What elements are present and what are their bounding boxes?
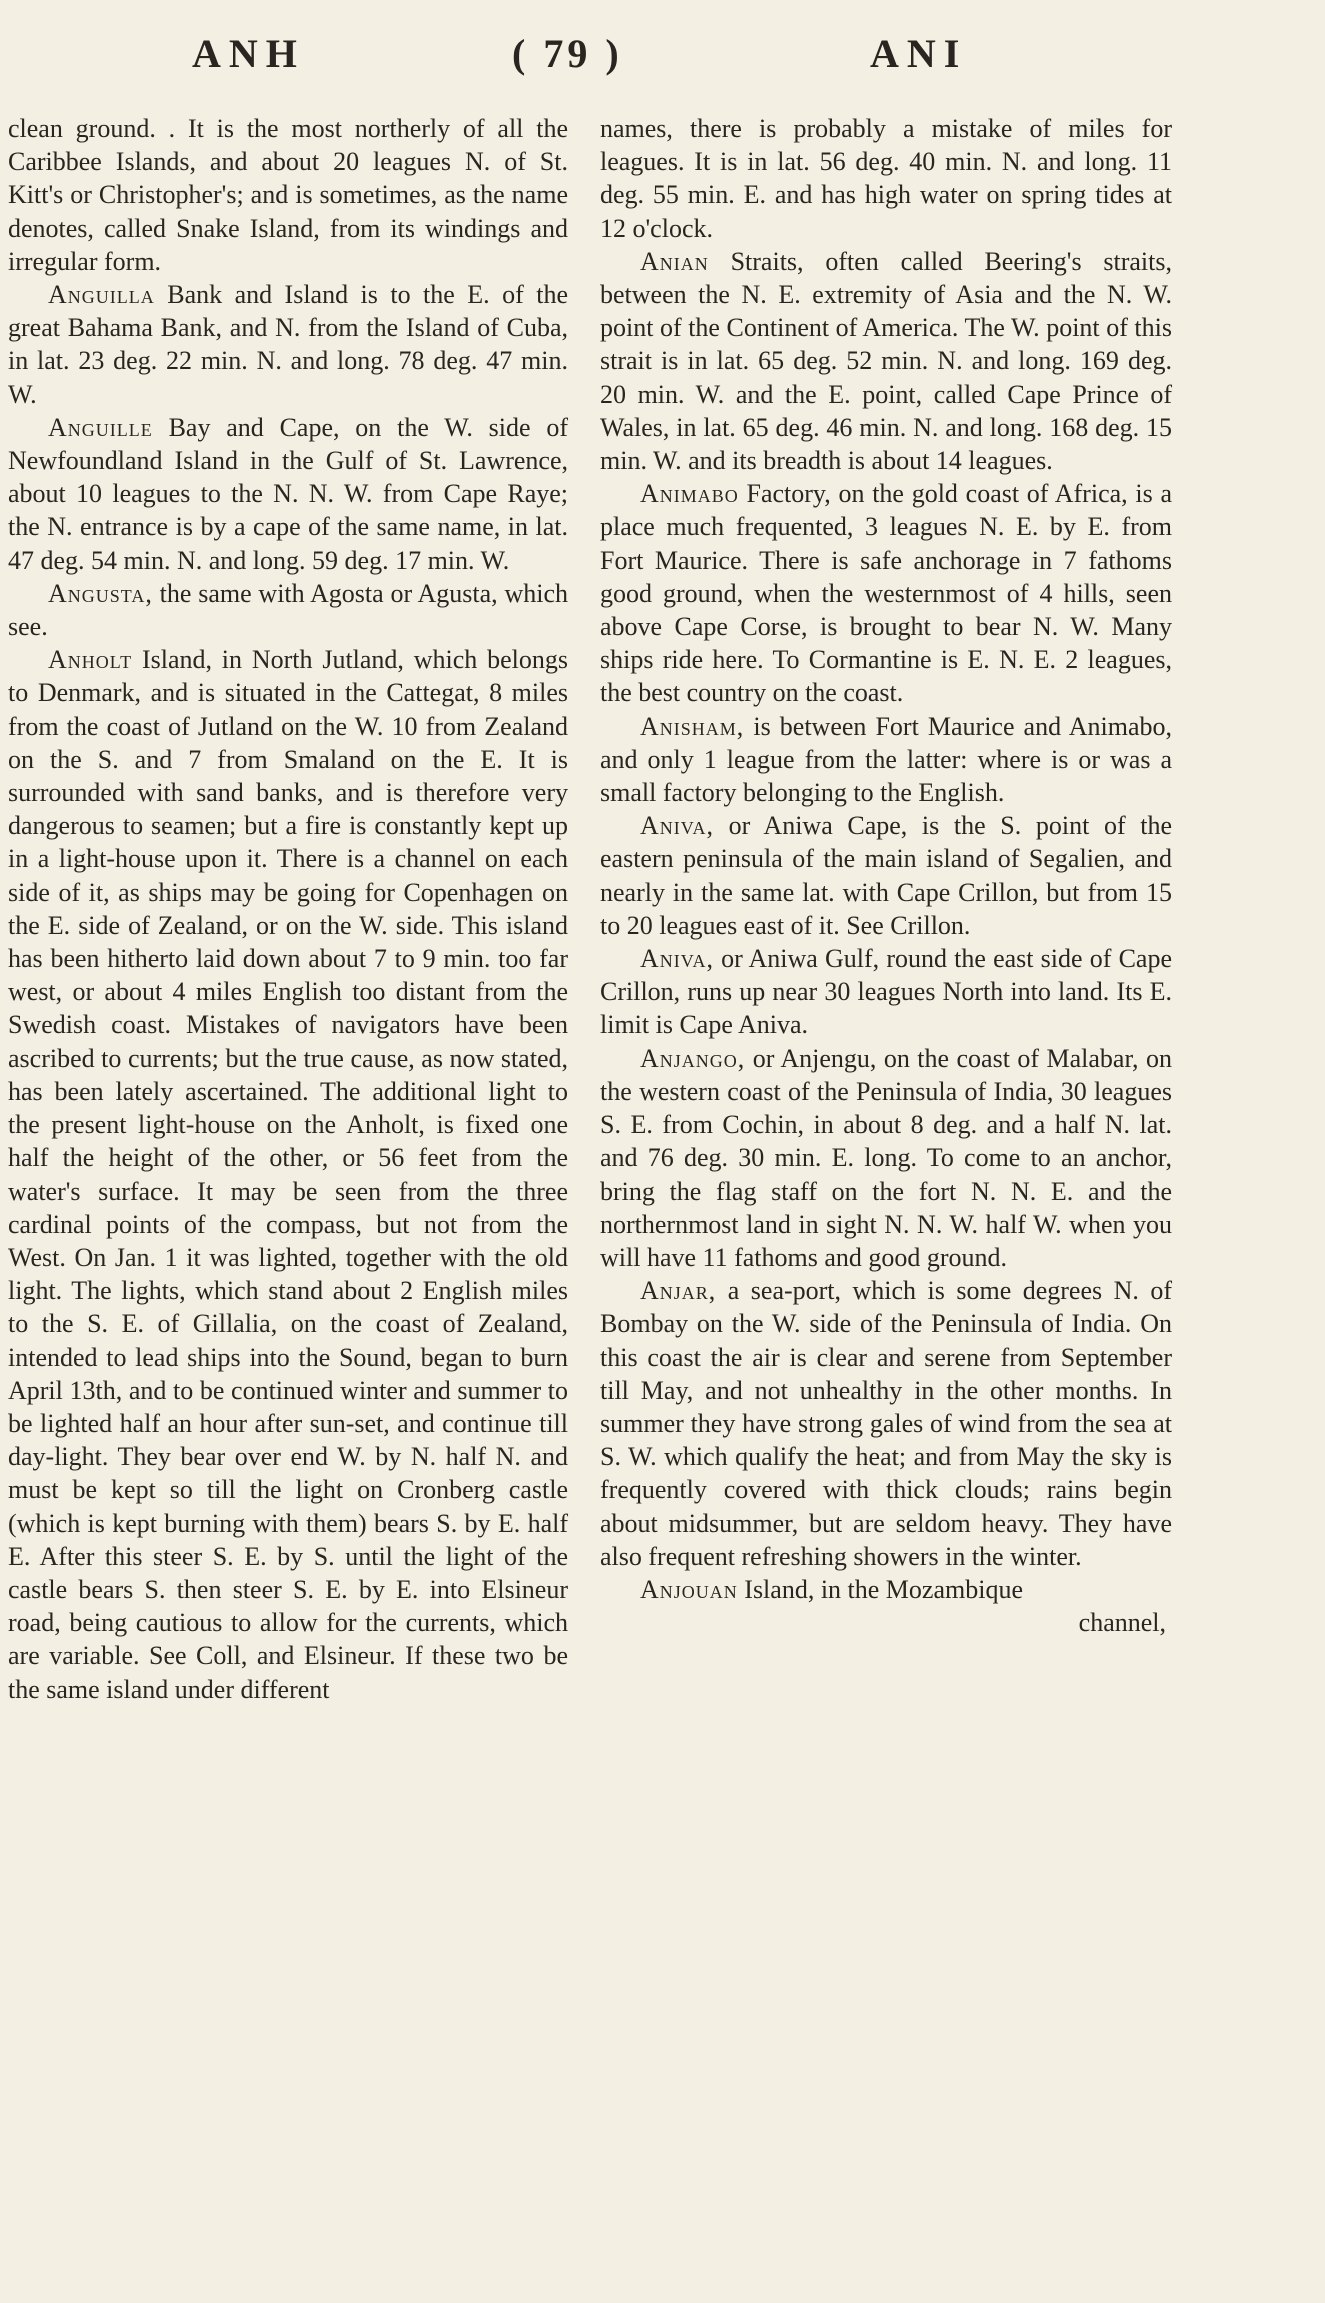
headword: Anian (640, 246, 709, 276)
entry-animabo: Animabo Factory, on the gold coast of Africa, is a place much frequented, 3 leagues N. E. by E. from Fort Maurice. There is safe anchorage in 7 fathoms good ground, when the westernmost of 4 hills, seen above Cape Corse, is brought to bear N. W. Many ships ride here. To Cormantine is E. N. E. 2 leagues, the best country on the coast. (600, 479, 1172, 708)
page-number: ( 79 ) (512, 31, 623, 76)
entry-anjango: Anjango, or Anjengu, on the coast of Malabar, on the western coast of the Peninsula of India, 30 leagues S. E. from Cochin, in about 8 deg. and a half N. lat. and 76 deg. 30 min. E. long. To come to an anchor, bring the flag staff on the fort N. N. E. and the northernmost land in sight N. N. W. half W. when you will have 11 fathoms and good ground. (600, 1043, 1172, 1272)
entry-continuation: names, there is probably a mistake of miles for leagues. It is in lat. 56 deg. 40 min. N. and long. 11 deg. 55 min. E. and has high water on spring tides at 12 o'clock. (600, 114, 1172, 243)
headword: Angusta, (48, 578, 153, 608)
entry-aniva-gulf: Aniva, or Aniwa Gulf, round the east side of Cape Crillon, runs up near 30 leagues North into land. Its E. limit is Cape Aniva. (600, 944, 1172, 1040)
header-right-guide: ANI (870, 31, 968, 76)
headword: Anjouan (640, 1574, 738, 1604)
entry-anisham: Anisham, is between Fort Maurice and Animabo, and only 1 league from the latter: where is or was a small factory belonging to the English. (600, 711, 1172, 808)
headword: Anjango, (640, 1043, 746, 1073)
entry-anian: Anian Straits, often called Beering's straits, between the N. E. extremity of Asia and the N. W. point of the Continent of America. The W. point of this strait is in lat. 65 deg. 52 min. N. and long. 169 deg. 20 min. W. and the E. point, called Cape Prince of Wales, in lat. 65 deg. 46 min. N. and long. 168 deg. 15 min. W. and its breadth is about 14 leagues. (600, 246, 1172, 476)
entry-anguilla: Anguilla Bank and Island is to the E. of the great Bahama Bank, and N. from the Island of Cuba, in lat. 23 deg. 22 min. N. and long. 78 deg. 47 min. W. (8, 280, 568, 409)
headword: Anguilla (48, 280, 155, 310)
headword: Aniva, (640, 944, 714, 974)
headword: Anguille (48, 412, 153, 442)
headword: Animabo (640, 479, 739, 509)
header-left-guide: ANH (192, 31, 305, 76)
entry-anholt: Anholt Island, in North Jutland, which belongs to Denmark, and is situated in the Cattegat, 8 miles from the coast of Jutland on the W. 10 from Zealand on the S. and 7 from Smaland on the E. It is surrounded with sand banks, and is therefore very dangerous to seamen; but a fire is constantly kept up in a light-house upon it. There is a channel on each side of it, as ships may be going for Copenhagen on the E. side of Zealand, or on the W. side. This island has been hitherto laid down about 7 to 9 min. too far west, or about 4 miles English too distant from the Swedish coast. Mistakes of navigators have been ascribed to currents; but the true cause, as now stated, has been lately ascertained. The additional light to the present light-house on the Anholt, is fixed one half the height of the other, or 56 feet from the water's surface. It may be seen from the three cardinal points of the compass, but not from the West. On Jan. 1 it was lighted, together with the old light. The lights, which stand about 2 English miles to the S. E. of Gillalia, on the coast of Zealand, intended to lead ships into the Sound, began to burn April 13th, and to be continued winter and summer to be lighted half an hour after sun-set, and continue till day-light. They bear over end W. by N. half N. and must be kept so till the light on Cronberg castle (which is kept burning with them) bears S. by E. half E. After this steer S. E. by S. until the light of the castle bears S. then steer S. E. by E. into Elsineur road, being cautious to allow for the currents, which are variable. See Coll, and Elsineur. If these two be the same island under different (8, 645, 568, 1704)
running-header (0, 30, 1325, 110)
headword: Anjar, (640, 1276, 717, 1306)
entry-aniva-cape: Aniva, or Aniwa Cape, is the S. point of the eastern peninsula of the main island of Segalien, and nearly in the same lat. with Cape Crillon, but from 15 to 20 leagues east of it. See Crillon. (600, 811, 1172, 940)
entry-angusta: Angusta, the same with Agosta or Agusta, which see. (8, 578, 568, 642)
headword: Anisham, (640, 711, 745, 741)
headword: Anholt (48, 645, 133, 675)
entry-anguille: Anguille Bay and Cape, on the W. side of Newfoundland Island in the Gulf of St. Lawrence, about 10 leagues to the N. N. W. from Cape Raye; the N. entrance is by a cape of the same name, in lat. 47 deg. 54 min. N. and long. 59 deg. 17 min. W. (8, 412, 568, 575)
catchword: channel, (1078, 1608, 1166, 1638)
entry-anjar: Anjar, a sea-port, which is some degrees N. of Bombay on the W. side of the Peninsula of India. On this coast the air is clear and serene from September till May, and not unhealthy in the other months. In summer they have strong gales of wind from the sea at S. W. which qualify the heat; and from May the sky is frequently covered with thick clouds; rains begin about midsummer, but are seldom heavy. They have also frequent refreshing showers in the winter. (600, 1276, 1172, 1571)
entry-anjouan: Anjouan Island, in the Mozambique (640, 1574, 1023, 1604)
right-column (600, 112, 1172, 1639)
left-column (8, 112, 568, 1706)
entry-continuation: clean ground. . It is the most northerly of all the Caribbee Islands, and about 20 leagues N. of St. Kitt's or Christopher's; and is sometimes, as the name denotes, called Snake Island, from its windings and irregular form. (8, 114, 568, 276)
headword: Aniva, (640, 811, 714, 841)
